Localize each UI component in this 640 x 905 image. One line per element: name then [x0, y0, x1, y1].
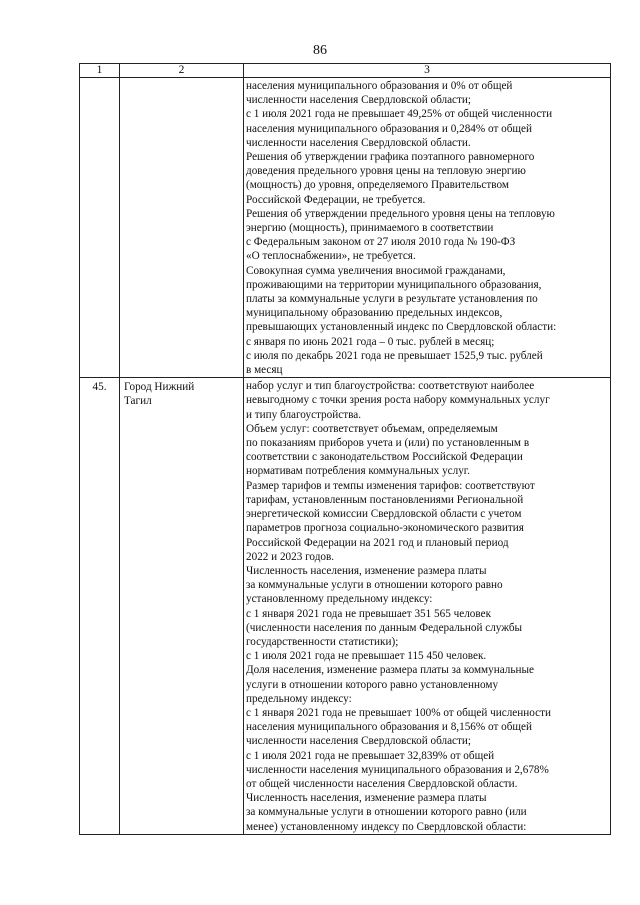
text-line: Совокупная сумма увеличения вносимой гражданами, — [246, 264, 506, 277]
text-line: установленному предельному индексу: — [246, 593, 433, 606]
municipality-cell — [120, 378, 244, 835]
text-line: энергетической комиссии Свердловской области с учетом — [246, 508, 522, 521]
text-line: доведения предельного уровня цены на тепловую энергию — [246, 165, 526, 178]
text-line: Решения об утверждении предельного уровня цены на тепловую — [246, 207, 555, 220]
header-col-2: 2 — [120, 64, 244, 78]
text-line: соответствии с законодательством Российской Федерации — [246, 451, 523, 464]
text-line: населения муниципального образования и 8,156% от общей — [246, 721, 532, 734]
text-line: с 1 января 2021 года не превышает 100% от общей численности — [246, 706, 551, 719]
text-line: по показаниям приборов учета и (или) по установленным в — [246, 437, 530, 450]
text-line: Численность населения, изменение размера платы — [246, 564, 487, 577]
text-line: Численность населения, изменение размера платы — [246, 792, 487, 805]
municipality-cell — [120, 78, 244, 378]
text-line: услуги в отношении которого равно установленному — [246, 678, 499, 691]
text-line: муниципальному образованию предельных индексов, — [246, 307, 503, 320]
table-header-row — [80, 64, 611, 78]
text-line: (численности населения по данным Федеральной службы — [246, 621, 523, 634]
text-line: с июля по декабрь 2021 года не превышает 1525,9 тыс. рублей — [246, 349, 543, 362]
text-line: в месяц — [246, 364, 283, 377]
text-line: платы за коммунальные услуги в результате установления по — [246, 293, 538, 306]
header-col-1: 1 — [80, 64, 120, 78]
text-line: менее) установленному индексу по Свердловской области: — [246, 820, 527, 833]
text-line: Размер тарифов и темпы изменения тарифов: соответствуют — [246, 479, 535, 492]
row-number-cell: 45. — [80, 378, 120, 835]
text-line: с 1 июля 2021 года не превышает 49,25% от общей численности — [246, 108, 553, 121]
municipality-name-line: Тагил — [124, 395, 152, 408]
text-line: Российской Федерации на 2021 год и плановый период — [246, 536, 509, 549]
text-line: превышающих установленный индекс по Свердловской области: — [246, 321, 557, 334]
text-line: Решения об утверждении графика поэтапного равномерного — [246, 151, 535, 164]
text-line: энергию (мощность), принимаемого в соответствии — [246, 222, 494, 235]
text-line: с 1 июля 2021 года не превышает 115 450 человек. — [246, 650, 487, 663]
row-number-cell — [80, 78, 120, 378]
text-line: (мощность) до уровня, определяемого Правительством — [246, 179, 509, 192]
text-line: численности населения муниципального образования и 2,678% — [246, 763, 549, 776]
text-line: 2022 и 2023 годов. — [246, 550, 335, 563]
text-line: нормативам потребления коммунальных услуг. — [246, 465, 470, 478]
text-line: проживающими на территории муниципального образования, — [246, 278, 542, 291]
text-line: «О теплоснабжении», не требуется. — [246, 250, 416, 263]
text-line: набор услуг и тип благоустройства: соответствуют наиболее — [246, 380, 535, 393]
text-line: невыгодному с точки зрения роста набору коммунальных услуг — [246, 394, 550, 407]
page-number: 86 — [313, 43, 327, 58]
text-line: численности населения Свердловской области; — [246, 735, 471, 748]
text-line: за коммунальные услуги в отношении которого равно — [246, 579, 503, 592]
text-line: с 1 июля 2021 года не превышает 32,839% от общей — [246, 749, 495, 762]
text-line: предельному индексу: — [246, 692, 352, 705]
table-row-continued — [80, 78, 611, 378]
table-row-45 — [80, 378, 611, 835]
text-line: численности населения Свердловской области; — [246, 94, 471, 107]
description-text — [246, 379, 608, 834]
text-line: населения муниципального образования и 0,284% от общей — [246, 122, 532, 135]
municipality-name-line: Город Нижний — [124, 381, 195, 394]
text-line: параметров прогноза социально-экономического развития — [246, 522, 524, 535]
text-line: населения муниципального образования и 0% от общей — [246, 80, 513, 92]
text-line: от общей численности населения Свердловской области. — [246, 777, 518, 790]
text-line: за коммунальные услуги в отношении которого равно (или — [246, 806, 527, 819]
header-col-3: 3 — [244, 64, 611, 78]
text-line: Объем услуг: соответствует объемам, определяемым — [246, 422, 498, 435]
text-line: Российской Федерации, не требуется. — [246, 193, 426, 206]
text-line: и типу благоустройства. — [246, 408, 361, 421]
document-table — [79, 63, 611, 835]
text-line: с 1 января 2021 года не превышает 351 565 человек — [246, 607, 491, 620]
description-text — [246, 79, 608, 377]
text-line: государственности статистики); — [246, 635, 399, 648]
description-cell — [244, 78, 611, 378]
text-line: численности населения Свердловской области. — [246, 136, 471, 149]
text-line: тарифам, установленным постановлениями Региональной — [246, 493, 524, 506]
description-cell — [244, 378, 611, 835]
text-line: с января по июнь 2021 года – 0 тыс. рублей в месяц; — [246, 335, 495, 348]
text-line: с Федеральным законом от 27 июля 2010 года № 190-ФЗ — [246, 236, 516, 249]
text-line: Доля населения, изменение размера платы за коммунальные — [246, 664, 534, 677]
